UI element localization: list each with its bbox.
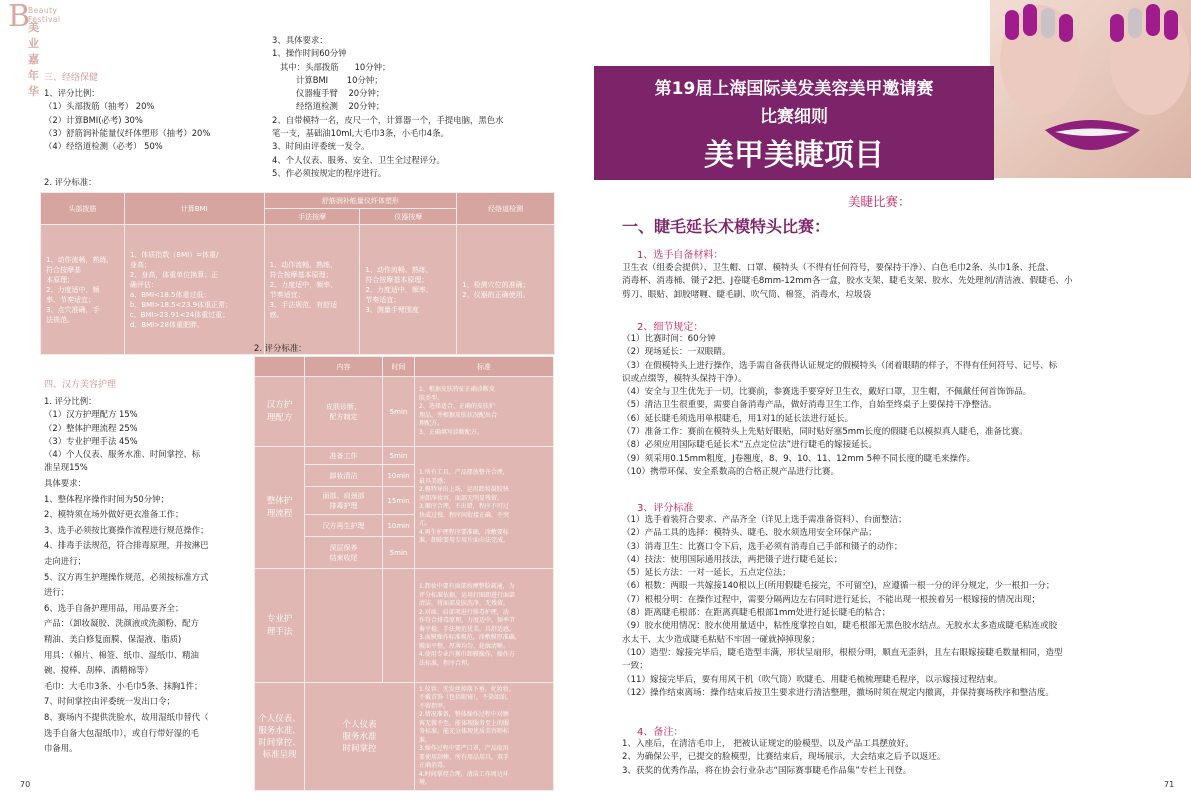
req-line: 其中：头部拨筋 10分钟； — [272, 61, 391, 72]
req-line: 1、整体程序操作时间为50分钟； — [44, 493, 169, 504]
body-line: （10）携带环保、安全系数高的合格正规产品进行比赛。 — [622, 466, 840, 477]
body-line: 2、为确保公平，已提交的脸模型，比赛结束后，现场展示，大会结束之后予以返还。 — [622, 752, 946, 763]
table-meridian — [40, 192, 555, 355]
std2-label: 2. 评分标准： — [254, 343, 307, 353]
cat-formula: 汉方护 理配方 — [255, 377, 305, 447]
lash-title: 一、睫毛延长术模特头比赛： — [622, 217, 831, 236]
nail-photo-illustration — [990, 0, 1191, 178]
body-line: 水太干、太少造成睫毛粘贴不牢固一碰就掉掉现象； — [622, 634, 820, 645]
req-line: 仪器瘦手臂 20分钟； — [272, 88, 385, 99]
req-line: 进行； — [44, 587, 70, 598]
body-line: 1、入座后，在清洁毛巾上， 把被认证规定的脸模型、以及产品工具摆放好。 — [622, 739, 914, 749]
logo-cn: 美业嘉年华 — [28, 21, 39, 98]
section4-title: 四、汉方美容护理 — [44, 380, 117, 390]
req-line: 经络道检测 20分钟； — [272, 101, 385, 112]
lash-s3-title: 3、评分标准 — [637, 503, 694, 514]
lash-s1-title: 1、选手自备材料： — [637, 250, 724, 261]
td-meridian-std: 1、检测穴位的准确； 2、仪器的正确使用。 — [457, 225, 555, 355]
req-line: 笔一支，基础油10ml,大毛巾3条，小毛巾4条。 — [272, 128, 449, 139]
body-line: （8）距离睫毛根部：在距离真睫毛根部1mm处进行延长睫毛的粘合； — [622, 608, 891, 619]
td-hand-std: 1、动作流畅、熟练， 符合按摩基本原理； 2、力度适中，频率、 节奏适宜； 3、手法规范，有舒适 感。 — [264, 225, 360, 355]
time-prepare: 5min — [383, 447, 415, 465]
table-herbal — [254, 356, 554, 791]
lash-heading: 美睫比赛： — [848, 194, 911, 209]
req-line: 2、自带模特一名，皮尺一个，计算器一个，手提电脑，黑色水 — [272, 114, 504, 125]
nail-model-photo — [990, 0, 1191, 178]
item-technique-blank — [305, 569, 383, 683]
req-line: 6、选手自备护理用品，用品要齐全； — [44, 602, 184, 613]
std-diagnosis: 1、根据皮肤特征正确诊断皮 肤类型。 2、选择适合、正确的皮肤护 理品，并根据皮肤状况配出合 理配方。 3、正确填写诊断配方。 — [415, 377, 554, 447]
ratio-line: （2）计算BMI(必考) 30% — [44, 114, 143, 125]
req-line: 7、时间掌控由评委统一发出口令； — [44, 696, 175, 707]
body-line: （9）胶水使用情况：胶水使用量适中，粘性度掌控自如，睫毛根部无黑色胶水结点。无胶水太多造成睫毛粘连或胶 — [622, 621, 1058, 632]
title-banner — [594, 66, 994, 180]
th-device: 仪器按摩 — [360, 209, 457, 225]
th-head: 头部拨筋 — [41, 193, 125, 225]
th-hand: 手法按摩 — [264, 209, 360, 225]
body-line: （4）安全与卫生优先于一切，比赛前，参赛选手要穿好卫生衣，戴好口罩，卫生帽，不佩戴任何首饰饰品。 — [622, 387, 1032, 398]
th-bmi: 计算BMI — [124, 193, 264, 225]
lash-s4-title: 4、备注： — [637, 727, 684, 738]
lash-s2-title: 2、细节规定： — [637, 322, 704, 333]
th-content: 内容 — [305, 357, 383, 377]
body-line: （8）必须应用国际睫毛延长术“五点定位法”进行睫毛的嫁接延长。 — [622, 440, 877, 451]
ratio-line: （1）头部拨筋（抽考） 20% — [44, 101, 155, 112]
lash-s2-body — [622, 333, 1057, 479]
time-diagnosis: 5min — [383, 377, 415, 447]
item-diagnosis: 皮肤诊断、 配方制定 — [305, 377, 383, 447]
req-line: 走向进行； — [44, 555, 86, 566]
req-line: 巾备用。 — [44, 743, 78, 754]
body-line: （6）延长睫毛须选用单根睫毛，用1对1的延长法进行延长。 — [622, 413, 854, 424]
ratio-line: （4）个人仪表、服务水准、时间掌控、标 — [44, 449, 201, 460]
req-line: 2、模特须在场外做好更衣准备工作； — [44, 509, 184, 520]
item-regen: 汉方再生护理 — [305, 515, 383, 537]
std-technique: 1.卸妆中要有面部按摩整脸疏通，为 评分标准依据，运用打圈卸进行面部 清洁，将面部皮肤洗净，无残留。 2.对面、肩部项进行排毒护理，动 作符合排毒原理，力度适中，频率节 奏平稳，手法规范优美，具舒适感。 3.面膜操作标准规范，涂敷膜厚准确, 膜面平整，厚薄均匀，轮廓清晰。 4.使用专业汽雾巾卸膜操作，操作方 法标准，程序合理。 — [415, 569, 554, 683]
banner-project: 美甲美睫项目 — [704, 138, 884, 173]
body-line: （7）准备工作：赛前在模特头上先贴好眼贴，同时贴好塞5mm长度的假睫毛以模拟真人睫毛，准备比赛。 — [622, 427, 1028, 438]
ratio-line: 准呈现15% — [44, 462, 88, 473]
td-bmi-std: 1、体质指数（BMI）=体重/ 身高； 2、身高，体重单位换算；正 确评估： a、BMI<18.5体重过低； b、BMI>18.5<23.9体重正常； c、BMI>23.91<24体重过重； d、BMI>28体重肥胖。 — [124, 225, 264, 355]
ratio-line: （1）汉方护理配方 15% — [44, 409, 138, 420]
req-line: 用具：（棉片、棉签、纸巾、湿纸巾、精油 — [44, 649, 199, 660]
time-cleanse: 10min — [383, 465, 415, 487]
section4-requirements — [44, 476, 208, 757]
th-blank — [255, 357, 305, 377]
req-line: 1、操作时间60分钟 — [272, 48, 347, 59]
section4-ratio — [44, 395, 200, 475]
ratio-line: （2）整体护理流程 25% — [44, 422, 138, 433]
body-line: （12）操作结束离场：操作结束后按卫生要求进行清洁整理，撤场时须在规定内撤离，并保持赛场秩序和整洁度。 — [622, 687, 1055, 698]
body-line: （9）须采用0.15mm粗度，J卷翘度，8、9、10、11、12mm 5种不同长度的睫毛来操作。 — [622, 453, 976, 464]
th-slim: 舒筋润补能量仪纤体塑形 — [264, 193, 457, 209]
ratio-line: 1、评分比例： — [44, 88, 100, 98]
body-line: 剪刀、眼贴、卸胶啫喱、睫毛刷、吹气筒、棉签，消毒水，垃圾袋 — [622, 289, 872, 300]
time-regen: 10min — [383, 515, 415, 537]
body-line: （2）现场延长：一双眼睛。 — [622, 347, 731, 358]
body-line: （3）消毒卫生：比赛口令下后，选手必须有消毒自己手部和镊子的动作； — [622, 541, 903, 552]
req-line: 产品：（卸妆凝胶、洗颜液或洗颜粉、配方 — [44, 618, 199, 629]
ratio-line: （3）专业护理手法 45% — [44, 435, 138, 446]
section3-title: 三、经络保健 — [44, 73, 99, 83]
req-line: 计算BMI 10分钟； — [272, 74, 383, 85]
th-std: 标准 — [415, 357, 554, 377]
req-line: 4、个人仪表、服务、安全、卫生全过程评分。 — [272, 154, 445, 165]
item-detox: 面部、肩颈部 排毒护理 — [305, 487, 383, 515]
body-line: （3）在假模特头上进行操作，选手需自备获得认证规定的假模特头（闭着眼睛的样子，不得有任何符号、记号、标 — [622, 360, 1058, 371]
ratio-line: （4）经络道检测（必考） 50% — [44, 141, 163, 152]
body-line: 一致； — [622, 661, 648, 672]
banner-event: 第19届上海国际美发美容美甲邀请赛 — [654, 79, 934, 99]
req-line: 3、时间由评委统一发令。 — [272, 141, 370, 152]
item-finish: 深层保养 结束收尾 — [305, 537, 383, 569]
body-line: （4）技法：使用国际通用技法，两把镊子进行睫毛延长； — [622, 554, 843, 565]
req-line: 4、排毒手法规范，符合排毒原理，并按淋巴 — [44, 540, 209, 551]
item-cleanse: 卸妆清洁 — [305, 465, 383, 487]
body-line: （1）比赛时间：60分钟 — [622, 334, 716, 344]
cat-presentation: 个人仪表、 服务水准、 时间掌控、 标准呈现 — [255, 683, 305, 791]
lash-s1-body — [622, 262, 1073, 302]
body-line: （1）选手着装符合要求、产品齐全（详见上选手需准备资料）、台面整洁； — [622, 515, 907, 525]
item-presentation: 个人仪表 服务水准 时间掌控 — [305, 683, 415, 791]
body-line: （7）根根分明：在操作过程中，需要分隔两边左右同时进行延长，不能出现一根挨着另一根嫁接的情况出现； — [622, 594, 1040, 605]
page-number-left: 70 — [20, 780, 31, 789]
std-presentation: 1.仪容、无发丝掉落下垂，化妆妆。 不戴首饰（包括眼镜），不染如油， 不留指甲。 2.情况准备，整体操作过程中对顾 客无微不至，能体现服务至上的服 务标准，能充分体现优质美容师标 准。 3.操作过程中要严口罩，产品取用 要使用刮棒，所有用品用具，双手 正确消毒。 4.时间掌控合理，清洁工作周边环 境。 — [415, 683, 554, 791]
req-line: 8、赛场内不提供洗脸水，故用湿纸巾替代（ — [44, 711, 209, 722]
body-line: 消毒杯、消毒桶、镊子2把、J卷睫毛8mm-12mm各一盒，胶水支架、睫毛支架、胶水、先处理剂/清洁液、假睫毛、小 — [622, 276, 1073, 287]
time-detox: 15min — [383, 487, 415, 515]
body-line: （5）清洁卫生很重要，需要自备消毒产品，做好消毒卫生工作，自始至终桌子上要保持干净整洁。 — [622, 400, 998, 411]
time-finish: 5min — [383, 537, 415, 569]
req-line: 碗、搅棒、刮棒、酒精棉等） — [44, 665, 153, 676]
req-line: 3、选手必须按比赛操作流程进行规范操作； — [44, 524, 209, 535]
section3-std-label: 2. 评分标准： — [44, 177, 97, 187]
req-line: 3、具体要求： — [272, 35, 328, 45]
td-head-std: 1、动作流畅，熟练，符合按摩基 本原理； 2、力度适中，频 率、节奏适宜； 3、点穴准确，手 法规范。 — [41, 225, 125, 355]
td-device-std: 1、动作流畅、熟练， 符合按摩基本原理； 2、力度适中，频率、 节奏适宜； 3、测量手臂围度 — [360, 225, 457, 355]
req-line: 精油、美白修复面膜、保湿液、脂质) — [44, 633, 182, 644]
ratio-line: 1. 评分比例： — [44, 396, 97, 406]
cat-process: 整体护 理流程 — [255, 447, 305, 569]
item-prepare: 准备工作 — [305, 447, 383, 465]
body-line: 识或点缀等，模特头保持干净）。 — [622, 373, 747, 384]
cat-technique: 专业护 理手法 — [255, 569, 305, 683]
req-line: 5、汉方再生护理操作规范，必须按标准方式 — [44, 571, 209, 582]
std-process: 1.所有工具、产品摆放整齐合理， 最具美感； 2.模特导出上场，运用卸妆凝胶快 速卸净妆容，面部无明显残留。 3.顺序合理，不出错，程序不可过 快或过慢，程序间衔接正确，不突 兀。 4.再生护理程序要准确，涂敷要标 准，卸除要用专用片面巾法完成。 — [415, 447, 554, 569]
ratio-line: （3）舒筋润补能量仪纤体塑形（抽考）20% — [44, 127, 211, 138]
logo-en: Beauty Festival — [28, 6, 61, 24]
banner-subtitle: 比赛细则 — [760, 107, 828, 127]
body-line: （11）嫁接完毕后，要有用风干机（吹气筒）吹睫毛、用睫毛梳梳理睫毛程序，以示嫁接过程结束。 — [622, 674, 1003, 685]
req-line: 具体要求： — [44, 478, 86, 488]
body-line: （6）根数：两眼一共嫁接140根以上(所用假睫毛接完，不可留空)，应遵循一根一分的评分规定，少一根扣一分； — [622, 581, 1055, 592]
th-meridian: 经络道检测 — [457, 193, 555, 225]
req-line: 选手自备大包湿纸巾），或自行带好湿的毛 — [44, 727, 199, 738]
req-line: 毛巾：大毛巾3条、小毛巾5条、抹胸1件； — [44, 680, 203, 691]
section3-ratio — [44, 87, 210, 153]
page-number-right: 71 — [1164, 780, 1175, 789]
lash-s4-body — [622, 738, 945, 778]
time-technique-blank — [383, 569, 415, 683]
body-line: 3、获奖的优秀作品，将在协会行业杂志“国际赛事睫毛作品集”专栏上刊登。 — [622, 765, 912, 776]
body-line: （10）造型：嫁接完毕后，睫毛造型丰满，形状呈扇形，根根分明，顺直无歪斜，且左右眼嫁接睫毛数量相同，造型 — [622, 647, 1063, 658]
body-line: （5）延长方法：一对一延长，五点定位法； — [622, 568, 791, 579]
top-requirements — [272, 34, 503, 180]
req-line: 5、作必须按规定的程序进行。 — [272, 167, 387, 178]
lash-s3-body — [622, 514, 1063, 700]
body-line: （2）产品工具的选择：模特头、睫毛、胶水须选用安全环保产品； — [622, 528, 877, 539]
th-time: 时间 — [383, 357, 415, 377]
body-line: 卫生衣（组委会提供）、卫生帽、口罩、模特头（不得有任何符号，要保持干净）、白色毛巾2条、头巾1条、托盘、 — [622, 263, 1055, 273]
logo-letter-b: B — [8, 0, 31, 34]
